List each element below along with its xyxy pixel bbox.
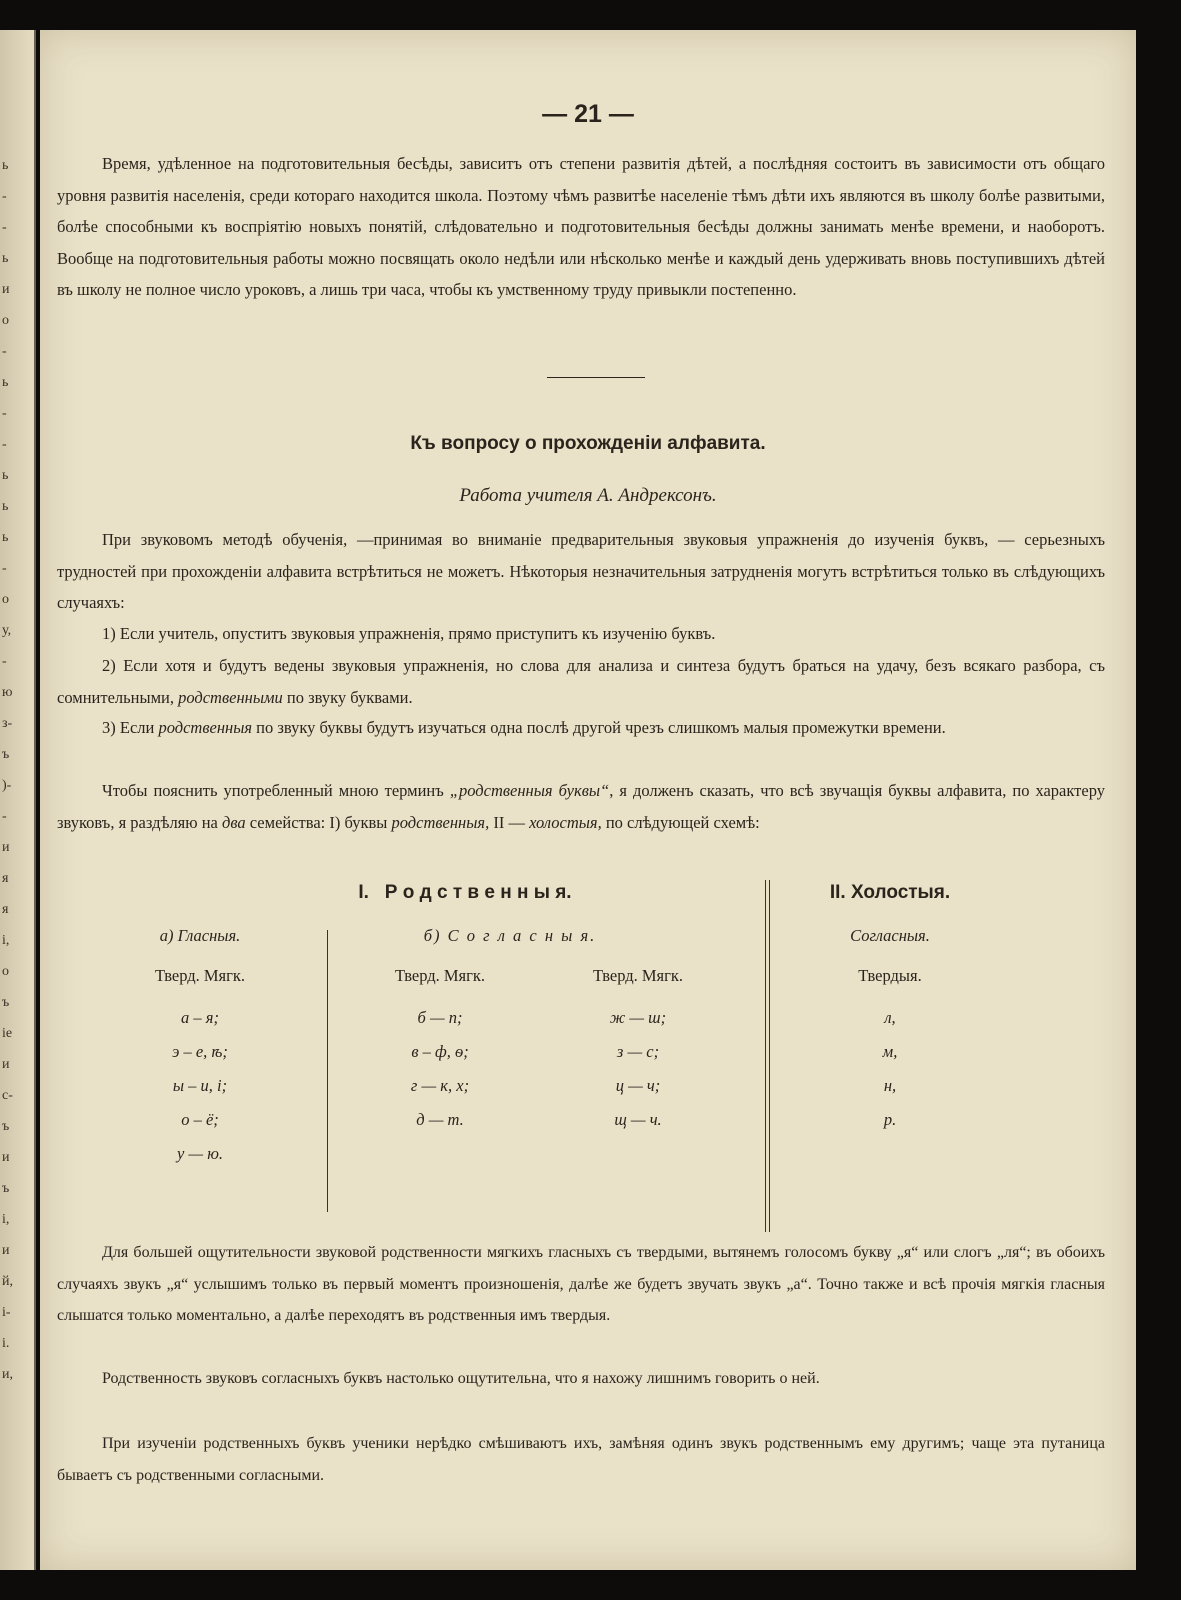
margin-fragment: - bbox=[2, 654, 7, 669]
consonant-pair: ц — ч; bbox=[615, 1076, 661, 1095]
article-author: Работа учителя А. Андрексонъ. bbox=[459, 485, 717, 506]
margin-fragment: ь bbox=[2, 499, 9, 514]
vowels-hard-soft: Тверд. Мягк. bbox=[154, 966, 246, 985]
margin-fragment: у, bbox=[2, 623, 12, 638]
margin-fragment: - bbox=[2, 437, 7, 452]
vowel-pair: у — ю. bbox=[176, 1144, 223, 1163]
section-separator bbox=[547, 377, 645, 378]
margin-fragment: ъ bbox=[2, 1119, 10, 1134]
paragraph-confusion: При изученіи родственныхъ буквъ ученики нерѣдко смѣшиваютъ ихъ, замѣняя одинъ звукъ родственнымъ ему другимъ; чаще эта путаница бываетъ съ родственными согласными. bbox=[57, 1435, 1105, 1484]
paragraph-vowel-relation: Для большей ощутительности звуковой родственности мягкихъ гласныхъ съ твердыми, вытянемъ голосомъ букву „я“ или слогъ „ля“; въ обоихъ случаяхъ звукъ „я“ услышимъ только въ первый моментъ произношенія, далѣе же будетъ звучать звукъ „а“. Точно также и всѣ прочія мягкія гласныя слышатся только моментально, а далѣе переходятъ въ родственныя имъ твердыя. bbox=[57, 1244, 1105, 1324]
margin-fragment: и bbox=[2, 1057, 10, 1072]
document-page bbox=[40, 30, 1136, 1570]
single-consonants-header: Согласныя. bbox=[850, 926, 930, 945]
vowels-header: а) Гласныя. bbox=[159, 926, 241, 945]
single-consonant: м, bbox=[882, 1042, 898, 1061]
hard-label: Твердыя. bbox=[858, 966, 922, 985]
margin-fragment: ь bbox=[2, 158, 9, 173]
paragraph-term-definition: Чтобы пояснить употребленный мною терминъ „родственныя буквы“, я долженъ сказать, что всѣ звучащія буквы алфавита, по характеру звуковъ, я раздѣляю на два семейства: I) буквы родственныя, II — холостыя, по слѣдующей схемѣ: bbox=[57, 781, 1105, 832]
vowel-pair: э – е, ѣ; bbox=[172, 1042, 228, 1061]
consonant-pairs-1 bbox=[370, 1008, 510, 1144]
consonants-header: б) С о г л а с н ы я. bbox=[423, 926, 597, 945]
margin-fragment: і, bbox=[2, 933, 10, 948]
vowel-pairs bbox=[125, 1008, 275, 1178]
table-title-single: II. Холостыя. bbox=[829, 882, 951, 903]
margin-fragment: о bbox=[2, 313, 9, 328]
paragraph-preparation-time: Время, удѣленное на подготовительныя бесѣды, зависитъ отъ степени развитія дѣтей, а послѣдняя состоитъ въ зависимости отъ общаго уровня развитія населенія, среди котораго находится школа. Поэтому чѣмъ развитѣе населеніе тѣмъ дѣти ихъ являются въ школу болѣе развитыми, болѣе способными къ воспріятію новыхъ понятій, слѣдовательно и подготовительныя бесѣды должны занимать менѣе времени, и наоборотъ. Вообще на подготовительныя работы можно посвящать около недѣли или нѣсколько менѣе и каждый день удерживать вновь поступившихъ дѣтей въ школу не полное число уроковъ, а лишь три часа, чтобы къ умственному труду привыкли постепенно. bbox=[57, 154, 1105, 299]
margin-fragment: )- bbox=[2, 778, 12, 793]
vowel-pair: а – я; bbox=[181, 1008, 219, 1027]
consonant-pair: б — п; bbox=[417, 1008, 463, 1027]
margin-fragment: - bbox=[2, 220, 7, 235]
adjacent-page-edge bbox=[0, 30, 36, 1570]
margin-fragment: - bbox=[2, 809, 7, 824]
single-consonants bbox=[810, 1008, 970, 1144]
margin-fragment: ю bbox=[2, 685, 13, 700]
paragraph-consonant-relation: Родственность звуковъ согласныхъ буквъ настолько ощутительна, что я нахожу лишнимъ говорить о ней. bbox=[102, 1370, 820, 1387]
single-consonant: р. bbox=[883, 1110, 897, 1129]
table-divider-single bbox=[765, 880, 766, 1232]
consonant-pair: щ — ч. bbox=[614, 1110, 662, 1129]
list-item-3: 3) Если родственныя по звуку буквы будутъ изучаться одна послѣ другой чрезъ слишкомъ малыя промежутки времени. bbox=[102, 718, 946, 737]
single-consonant: н, bbox=[883, 1076, 897, 1095]
margin-fragment: і- bbox=[2, 1305, 11, 1320]
article-heading: Къ вопросу о прохожденіи алфавита. bbox=[410, 433, 766, 454]
margin-fragment: ъ bbox=[2, 747, 10, 762]
vowel-pair: о – ё; bbox=[181, 1110, 219, 1129]
cons2-hard-soft: Тверд. Мягк. bbox=[592, 966, 684, 985]
paragraph-sound-method: При звуковомъ методѣ обученія, —принимая во вниманіе предварительныя звуковыя упражненія до изученія буквъ, — серьезныхъ трудностей при прохожденіи алфавита встрѣтиться не можетъ. Нѣкоторыя незначительныя затрудненія могутъ встрѣтиться только въ слѣдующихъ случаяхъ: bbox=[57, 530, 1105, 612]
margin-fragment: с- bbox=[2, 1088, 13, 1103]
margin-fragment: - bbox=[2, 189, 7, 204]
vowel-pair: ы – и, і; bbox=[172, 1076, 228, 1095]
margin-fragment: я bbox=[2, 902, 9, 917]
margin-fragment: - bbox=[2, 344, 7, 359]
table-divider-vowels bbox=[327, 930, 328, 1212]
margin-fragment: і, bbox=[2, 1212, 10, 1227]
margin-fragment: і. bbox=[2, 1336, 10, 1351]
margin-fragment: и, bbox=[2, 1367, 13, 1382]
margin-fragment: - bbox=[2, 406, 7, 421]
list-item-2: 2) Если хотя и будутъ ведены звуковыя упражненія, но слова для анализа и синтеза будутъ браться на удачу, безъ всякаго разбора, съ сомнительными, родственными по звуку буквами. bbox=[57, 656, 1105, 707]
margin-fragment: ь bbox=[2, 530, 9, 545]
list-item-1: 1) Если учитель, опуститъ звуковыя упражненія, прямо приступитъ къ изученію буквъ. bbox=[102, 624, 716, 643]
margin-fragment: и bbox=[2, 1243, 10, 1258]
margin-fragment: - bbox=[2, 561, 7, 576]
consonant-pair: ж — ш; bbox=[609, 1008, 667, 1027]
consonant-pair: з — с; bbox=[616, 1042, 660, 1061]
table-divider-single-double bbox=[769, 880, 770, 1232]
margin-fragment: ь bbox=[2, 375, 9, 390]
margin-fragment: ъ bbox=[2, 1181, 10, 1196]
cons1-hard-soft: Тверд. Мягк. bbox=[394, 966, 486, 985]
margin-fragment: й, bbox=[2, 1274, 13, 1289]
table-title-related: I. Р о д с т в е н н ы я. bbox=[358, 882, 572, 903]
margin-fragment: я bbox=[2, 871, 9, 886]
single-consonant: л, bbox=[884, 1008, 896, 1027]
margin-fragment: и bbox=[2, 282, 10, 297]
margin-fragment: іе bbox=[2, 1026, 13, 1041]
margin-fragment: з- bbox=[2, 716, 13, 731]
margin-fragment: ь bbox=[2, 251, 9, 266]
margin-fragment: ъ bbox=[2, 995, 10, 1010]
margin-fragment: и bbox=[2, 840, 10, 855]
page-number: — 21 — bbox=[542, 100, 634, 128]
consonant-pair: д — т. bbox=[416, 1110, 464, 1129]
margin-fragment: и bbox=[2, 1150, 10, 1165]
consonant-pairs-2 bbox=[568, 1008, 708, 1144]
consonant-pair: г — к, х; bbox=[410, 1076, 470, 1095]
margin-fragment: о bbox=[2, 964, 9, 979]
consonant-pair: в – ф, ѳ; bbox=[411, 1042, 469, 1061]
margin-fragment: ь bbox=[2, 468, 9, 483]
margin-fragment: о bbox=[2, 592, 9, 607]
